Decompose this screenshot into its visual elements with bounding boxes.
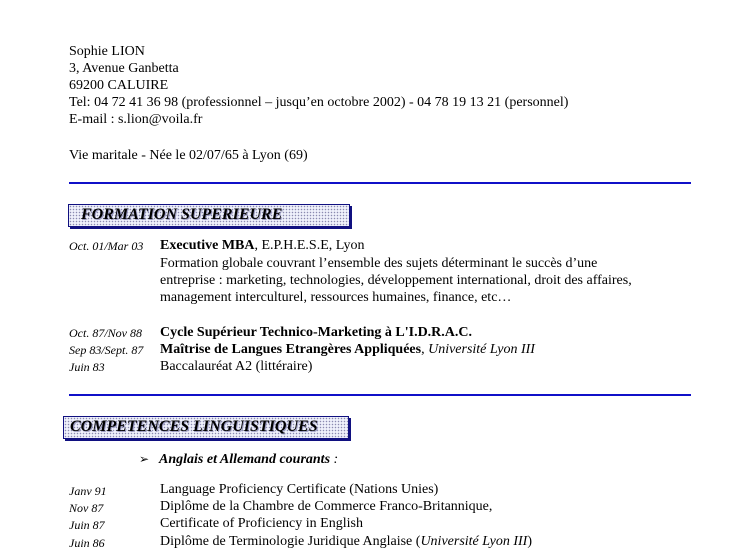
entry-langue [160,533,532,550]
entry-date: Oct. 01/Mar 03 [69,239,144,253]
personal-info: Vie maritale - Née le 02/07/65 à Lyon (69) [69,148,308,163]
entry-mba [160,237,365,254]
entry-title: Cycle Supérieur Technico-Marketing à L'I.D.R.A.C. [160,325,473,340]
entry-separator: , [421,342,429,357]
contact-street: 3, Avenue Ganbetta [69,61,179,76]
entry-text: Diplôme de Terminologie Juridique Anglaise ( [160,534,421,549]
contact-email: E-mail : s.lion@voila.fr [69,112,203,127]
entry-date: Juin 83 [69,360,105,374]
section-divider [69,182,691,184]
entry-langue: Certificate of Proficiency in English [160,516,363,531]
entry-date: Juin 86 [69,536,105,550]
entry-bac: Baccalauréat A2 (littéraire) [160,359,313,374]
entry-date: Oct. 87/Nov 88 [69,326,142,340]
entry-school: , E.P.H.E.S.E, Lyon [254,238,365,253]
contact-phone: Tel: 04 72 41 36 98 (professionnel – jusqu’en octobre 2002) - 04 78 19 13 21 (personnel) [69,95,569,110]
contact-name: Sophie LION [69,44,145,59]
entry-date: Sep 83/Sept. 87 [69,343,144,357]
contact-city: 69200 CALUIRE [69,78,169,93]
section-divider [69,394,691,396]
bullet-suffix: : [330,452,339,467]
entry-idrac [160,324,472,341]
bullet-line [139,451,338,468]
bullet-text: Anglais et Allemand courants [159,452,331,467]
entry-desc-line: management interculturel, ressources humaines, finance, etc… [160,290,512,305]
section-title-formation: FORMATION SUPERIEURE [68,204,350,227]
entry-date: Juin 87 [69,518,105,532]
entry-close: ) [527,534,532,549]
entry-title: Executive MBA [160,238,255,253]
entry-langue: Language Proficiency Certificate (Nations Unies) [160,482,439,497]
entry-school: Université Lyon III [428,342,535,357]
arrow-bullet-icon: ➢ [139,452,150,466]
entry-date: Janv 91 [69,484,107,498]
entry-school: Université Lyon III [420,534,528,549]
entry-date: Nov 87 [69,501,104,515]
section-title-langues: COMPETENCES LINGUISTIQUES [63,416,349,439]
entry-langue: Diplôme de la Chambre de Commerce Franco-Britannique, [160,499,493,514]
entry-title: Maîtrise de Langues Etrangères Appliquées [160,342,422,357]
entry-maitrise [160,341,535,358]
entry-desc-line: Formation globale couvrant l’ensemble des sujets déterminant le succès d’une [160,256,598,271]
entry-desc-line: entreprise : marketing, technologies, développement international, droit des affaires, [160,273,632,288]
